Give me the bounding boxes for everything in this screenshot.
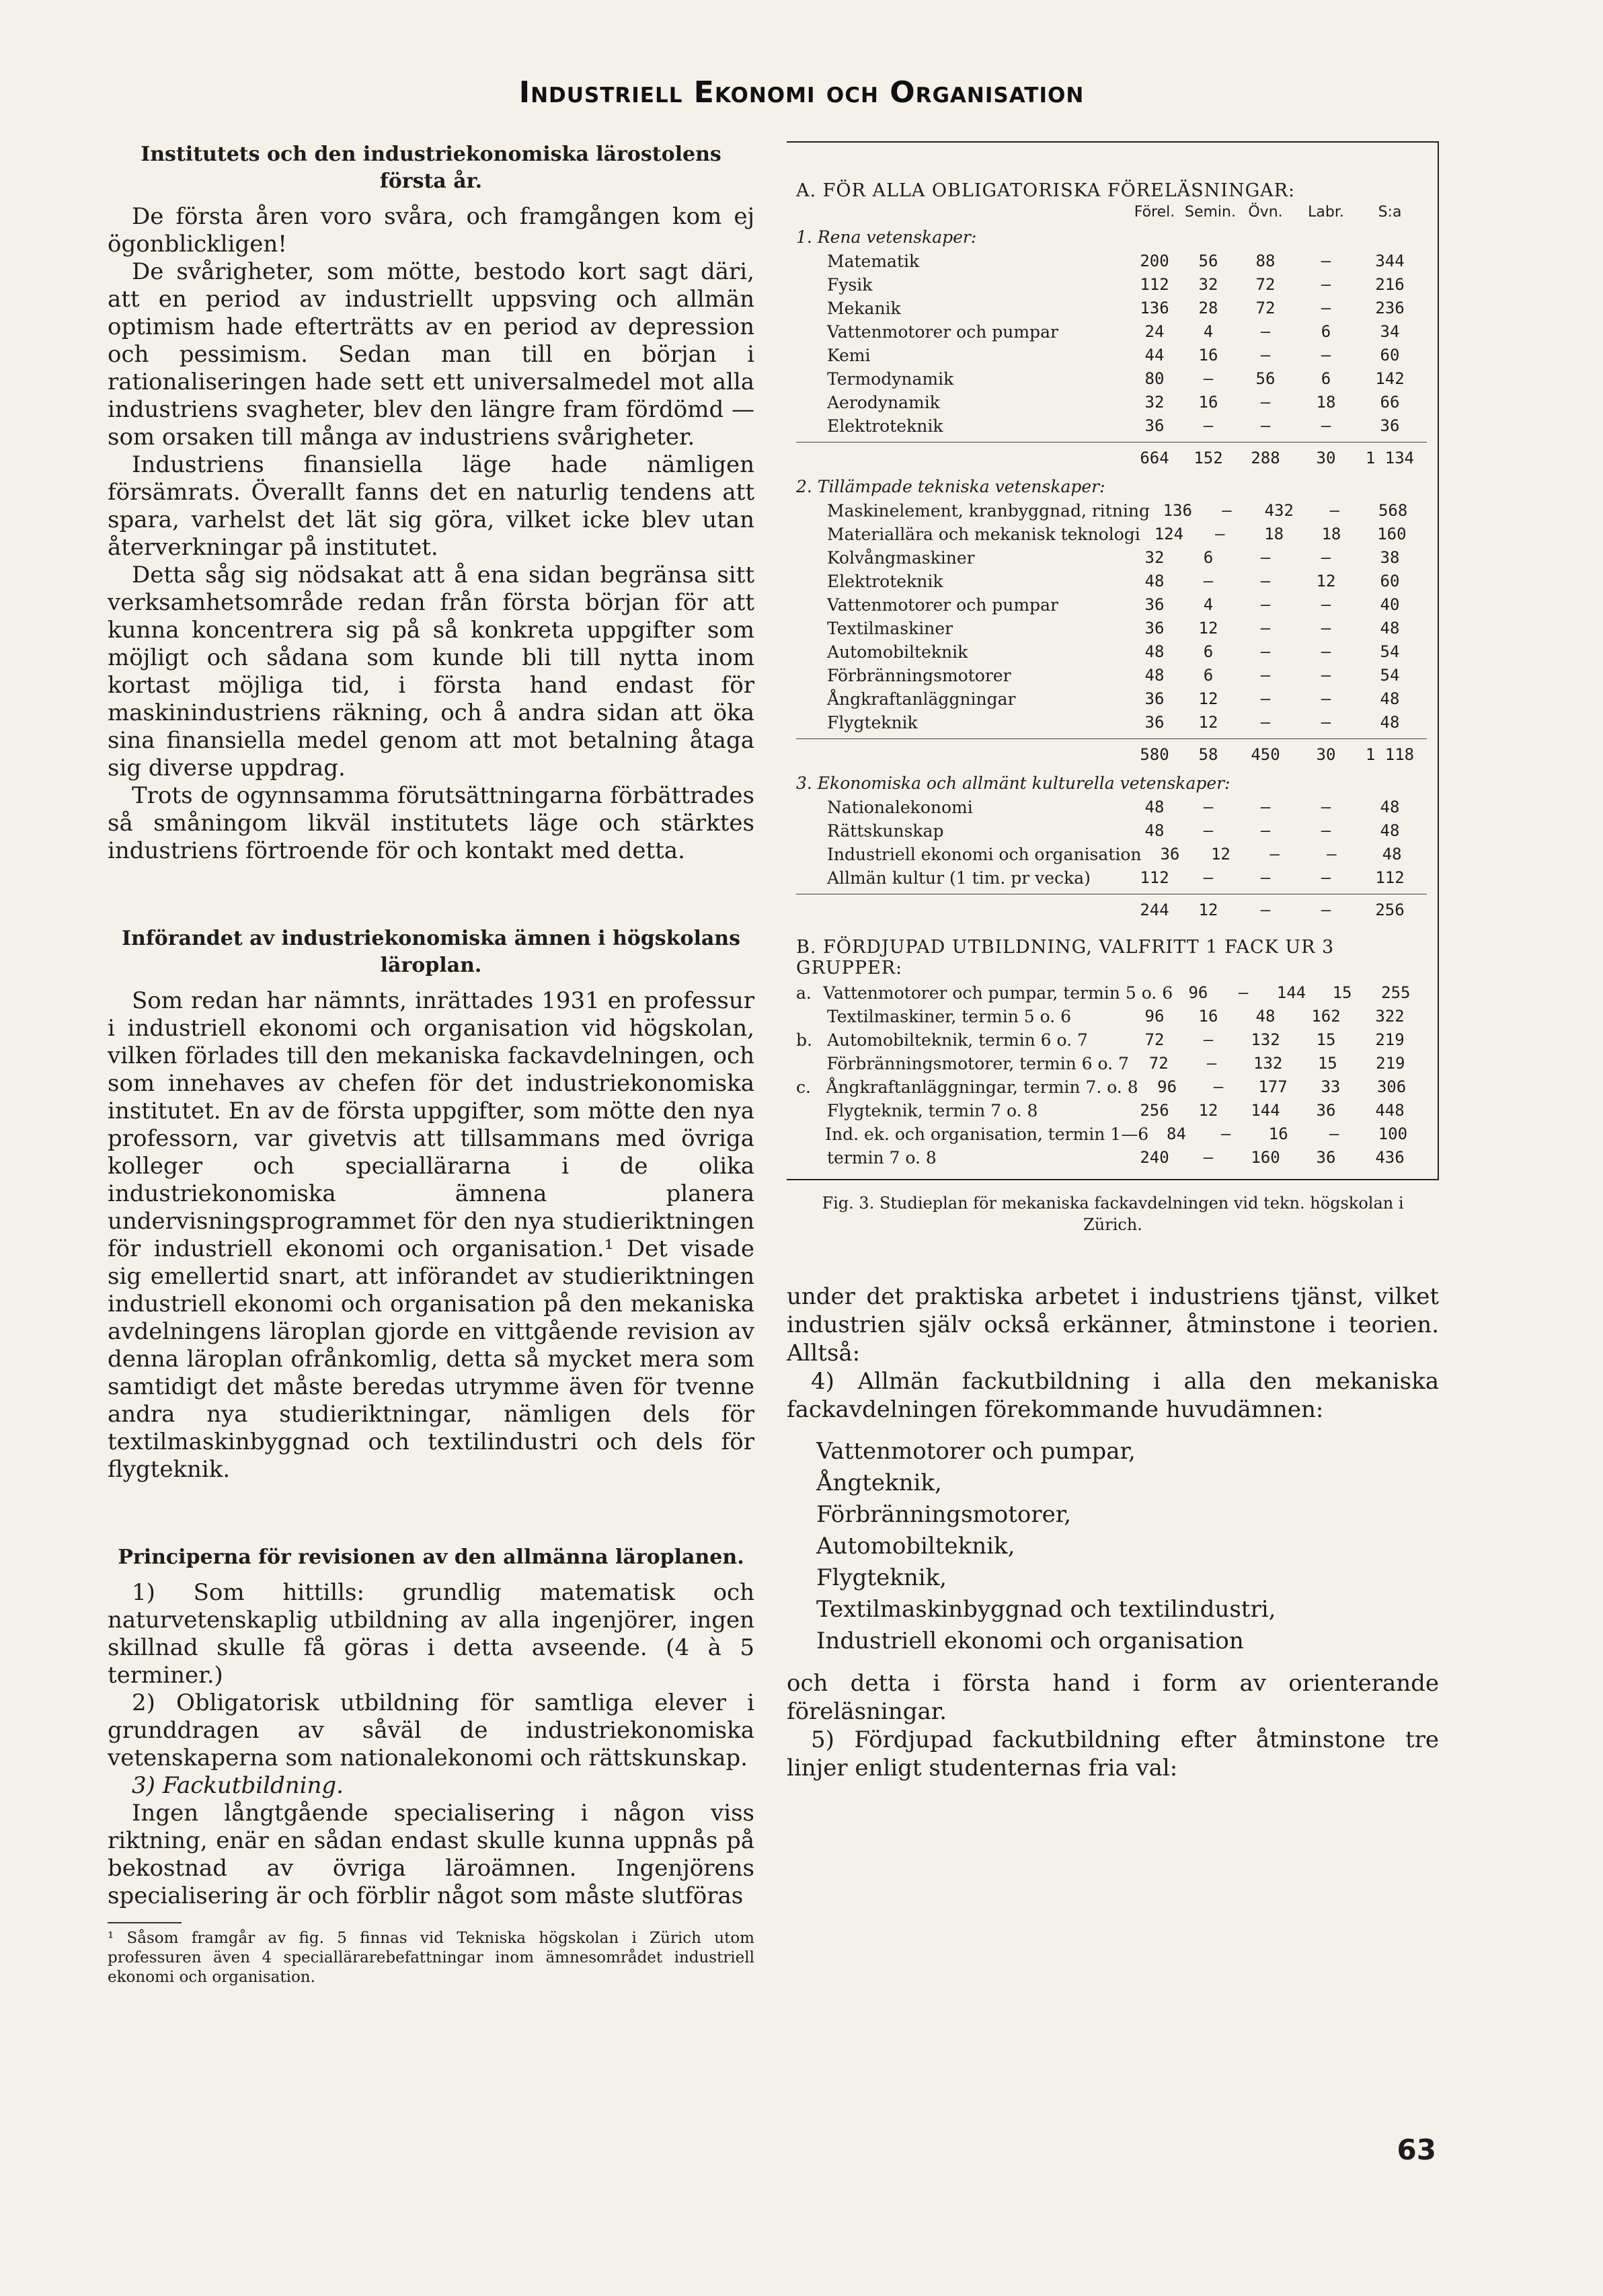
table-row bbox=[796, 414, 1427, 438]
table-cell: 36 bbox=[1380, 416, 1400, 435]
table-cell: 12 bbox=[1198, 713, 1218, 732]
table-cell: 12 bbox=[1198, 1101, 1218, 1120]
table-cell: — bbox=[1321, 666, 1331, 685]
table-cell: 240 bbox=[1140, 1148, 1169, 1167]
table-cell: 24 bbox=[1144, 322, 1165, 341]
table-cell: 450 bbox=[1251, 745, 1280, 764]
table-cell: 48 bbox=[1144, 821, 1165, 840]
page-number: 63 bbox=[1397, 2133, 1436, 2166]
table-cell: 1 134 bbox=[1365, 449, 1415, 467]
right-column bbox=[787, 141, 1439, 1782]
paragraph: Ingen långtgående specialisering i någon viss riktning, enär en sådan endast skulle kunna uppnås på bekostnad av övriga läroämnen. Ingenjörens specialisering är och förblir något som måste slutföras bbox=[108, 1800, 754, 1909]
col-header: Övn. bbox=[1248, 204, 1283, 221]
table-cell: — bbox=[1260, 868, 1271, 887]
table-cell: — bbox=[1260, 416, 1271, 435]
row-label: Materiallära och mekanisk teknologi bbox=[827, 525, 1140, 544]
row-label: Industriell ekonomi och organisation bbox=[827, 845, 1142, 864]
page-title: Industriell Ekonomi och Organisation bbox=[518, 75, 1085, 110]
table-row bbox=[796, 1146, 1427, 1170]
table-row bbox=[796, 866, 1427, 890]
table-cell: — bbox=[1213, 1077, 1224, 1096]
row-label: Vattenmotorer och pumpar, termin 5 o. 6 bbox=[823, 983, 1173, 1003]
table-cell: 6 bbox=[1203, 666, 1214, 685]
table-cell: 48 bbox=[1380, 619, 1400, 638]
table-row bbox=[796, 796, 1427, 819]
table-row bbox=[796, 1075, 1427, 1099]
table-cell: 32 bbox=[1144, 548, 1165, 567]
table-cell: 12 bbox=[1316, 572, 1336, 590]
table-cell: — bbox=[1203, 416, 1214, 435]
footnote: ¹ Såsom framgår av fig. 5 finnas vid Tekniska högskolan i Zürich utom professuren även 4 speciallärarebefattningar inom ämnesområdet industriell ekonomi och organisation. bbox=[108, 1929, 754, 1986]
col-header: Semin. bbox=[1185, 204, 1236, 221]
table-cell: 80 bbox=[1144, 369, 1165, 388]
table-cell: — bbox=[1321, 346, 1331, 365]
row-label: Mekanik bbox=[827, 299, 901, 318]
figure-caption: Fig. 3. Studieplan för mekaniska fackavdelningen vid tekn. högskolan i Zürich. bbox=[822, 1194, 1404, 1234]
table-cell: — bbox=[1321, 548, 1331, 567]
table-cell: 664 bbox=[1140, 449, 1169, 467]
table-b-rows bbox=[796, 981, 1427, 1170]
list-item: Förbränningsmotorer, bbox=[816, 1501, 1072, 1528]
table-row bbox=[796, 1099, 1427, 1122]
list-item: Industriell ekonomi och organisation bbox=[816, 1628, 1244, 1654]
table-cell: 15 bbox=[1316, 1030, 1336, 1049]
table-cell: 177 bbox=[1258, 1077, 1288, 1096]
paragraph: 2) Obligatorisk utbildning för samtliga elever i grunddragen av såväl de industriekonomiska vetenskaperna som nationalekonomi och rättskunskap. bbox=[108, 1689, 754, 1771]
table-cell: 12 bbox=[1198, 901, 1218, 919]
table-cell: — bbox=[1206, 1054, 1217, 1073]
table-cell: 344 bbox=[1375, 252, 1405, 270]
group-letter: b. bbox=[796, 1030, 812, 1050]
table-cell: — bbox=[1327, 845, 1337, 864]
table-cell: 36 bbox=[1316, 1101, 1336, 1120]
row-label: Ind. ek. och organisation, termin 1—6 bbox=[825, 1124, 1149, 1144]
table-row bbox=[796, 250, 1427, 273]
table-row bbox=[796, 391, 1427, 414]
table-cell: 142 bbox=[1375, 369, 1405, 388]
table-cell: 112 bbox=[1375, 868, 1405, 887]
table-cell: 6 bbox=[1203, 642, 1214, 661]
table-cell: 448 bbox=[1375, 1101, 1405, 1120]
table-cell: 96 bbox=[1157, 1077, 1177, 1096]
table-cell: 56 bbox=[1198, 252, 1218, 270]
paragraph: 4) Allmän fackutbildning i alla den mekaniska fackavdelningen förekommande huvudämnen: bbox=[787, 1368, 1439, 1423]
table-cell: 48 bbox=[1144, 572, 1165, 590]
row-label: Automobilteknik, termin 6 o. 7 bbox=[827, 1030, 1088, 1050]
table-cell: — bbox=[1260, 322, 1271, 341]
table-row bbox=[796, 320, 1427, 344]
table-row bbox=[796, 687, 1427, 711]
paragraph: och detta i första hand i form av orienterande föreläsningar. bbox=[787, 1670, 1439, 1725]
table-cell: 124 bbox=[1154, 525, 1184, 543]
table-cell: 32 bbox=[1144, 393, 1165, 412]
table-cell: — bbox=[1329, 1124, 1339, 1143]
table-cell: 4 bbox=[1203, 322, 1214, 341]
row-label: Termodynamik bbox=[827, 369, 954, 389]
table-cell: — bbox=[1203, 572, 1214, 590]
table-cell: 136 bbox=[1163, 501, 1192, 520]
col-header: Förel. bbox=[1134, 204, 1175, 221]
row-label: Elektroteknik bbox=[827, 572, 943, 591]
table-row bbox=[796, 711, 1427, 734]
table-row bbox=[796, 1005, 1427, 1028]
row-label: Nationalekonomi bbox=[827, 798, 973, 817]
table-row bbox=[796, 617, 1427, 640]
table-cell: 72 bbox=[1148, 1054, 1169, 1073]
table-cell: 72 bbox=[1144, 1030, 1165, 1049]
table-cell: 56 bbox=[1255, 369, 1276, 388]
paragraph: 1) Som hittills: grundlig matematisk och naturvetenskaplig utbildning av alla ingenjörer, ingen skillnad skulle få göras i detta avseende. (4 à 5 terminer.) bbox=[108, 1579, 754, 1689]
table-cell: 162 bbox=[1311, 1007, 1341, 1026]
table-cell: — bbox=[1260, 595, 1271, 614]
table-cell: 322 bbox=[1375, 1007, 1405, 1026]
table-cell: 256 bbox=[1140, 1101, 1169, 1120]
table-cell: 36 bbox=[1144, 689, 1165, 708]
table-cell: 18 bbox=[1316, 393, 1336, 412]
table-cell: 244 bbox=[1140, 901, 1169, 919]
table-cell: — bbox=[1260, 821, 1271, 840]
table-cell: 36 bbox=[1144, 713, 1165, 732]
table-cell: 16 bbox=[1198, 1007, 1218, 1026]
table-group-label: 3. Ekonomiska och allmänt kulturella vetenskaper: bbox=[796, 773, 1230, 793]
table-cell: — bbox=[1203, 868, 1214, 887]
table-row bbox=[796, 981, 1427, 1005]
table-row bbox=[796, 843, 1427, 866]
table-cell: 580 bbox=[1140, 745, 1169, 764]
paragraph: 5) Fördjupad fackutbildning efter åtminstone tre linjer enligt studenternas fria val: bbox=[787, 1726, 1439, 1782]
col-header: Labr. bbox=[1308, 204, 1344, 221]
table-cell: — bbox=[1260, 901, 1271, 919]
table-row bbox=[796, 570, 1427, 593]
group-letter: a. bbox=[796, 983, 812, 1003]
table-cell: — bbox=[1321, 821, 1331, 840]
table-cell: — bbox=[1220, 1124, 1231, 1143]
group-letter: c. bbox=[796, 1077, 811, 1097]
table-cell: — bbox=[1321, 275, 1331, 294]
table-cell: 60 bbox=[1380, 346, 1400, 365]
table-cell: 18 bbox=[1321, 525, 1341, 543]
table-cell: 568 bbox=[1378, 501, 1408, 520]
table-row bbox=[796, 1028, 1427, 1052]
table-cell: — bbox=[1260, 619, 1271, 638]
table-cell: — bbox=[1260, 798, 1271, 816]
table-cell: — bbox=[1321, 901, 1331, 919]
table-cell: — bbox=[1203, 1030, 1214, 1049]
table-cell: — bbox=[1321, 619, 1331, 638]
table-cell: — bbox=[1321, 713, 1331, 732]
section-heading-1: Institutets och den industriekonomiska lärostolens första år. bbox=[141, 143, 721, 193]
study-plan-table bbox=[787, 141, 1439, 1180]
table-header bbox=[796, 204, 1427, 221]
table-group-label: 2. Tillämpade tekniska vetenskaper: bbox=[796, 477, 1105, 496]
row-label: Kemi bbox=[827, 346, 871, 365]
paragraph: Detta såg sig nödsakat att å ena sidan begränsa sitt verksamhetsområde redan från första början för att kunna koncentrera sig på så konkreta uppgifter som möjligt och sådana som kunde bli till nytta inom kortast möjliga tid, i första hand endast för maskinindustriens räkning, och å andra sidan att öka sina finansiella medel genom att mot betalning åtaga sig diverse uppdrag. bbox=[108, 562, 754, 781]
table-cell: 160 bbox=[1377, 525, 1407, 543]
row-label: Vattenmotorer och pumpar bbox=[827, 595, 1058, 615]
row-label: Rättskunskap bbox=[827, 821, 944, 841]
table-cell: — bbox=[1203, 798, 1214, 816]
table-cell: — bbox=[1321, 595, 1331, 614]
table-cell: 54 bbox=[1380, 642, 1400, 661]
table-cell: 48 bbox=[1144, 798, 1165, 816]
table-cell: — bbox=[1260, 666, 1271, 685]
list-item: Ångteknik, bbox=[816, 1469, 942, 1496]
table-row bbox=[796, 1052, 1427, 1075]
table-cell: 36 bbox=[1144, 595, 1165, 614]
row-label: Maskinelement, kranbyggnad, ritning bbox=[827, 501, 1150, 521]
table-cell: 432 bbox=[1264, 501, 1294, 520]
list-item: Vattenmotorer och pumpar, bbox=[816, 1438, 1136, 1465]
table-cell: — bbox=[1321, 416, 1331, 435]
table-cell: 96 bbox=[1144, 1007, 1165, 1026]
row-label: termin 7 o. 8 bbox=[827, 1148, 937, 1168]
table-cell: 136 bbox=[1140, 299, 1169, 317]
table-groups bbox=[796, 227, 1427, 922]
table-cell: 16 bbox=[1198, 393, 1218, 412]
table-cell: 88 bbox=[1255, 252, 1276, 270]
row-label: Ångkraftanläggningar, termin 7. o. 8 bbox=[826, 1077, 1138, 1097]
table-cell: 58 bbox=[1198, 745, 1218, 764]
table-cell: 44 bbox=[1144, 346, 1165, 365]
table-cell: 144 bbox=[1276, 983, 1306, 1002]
table-cell: 72 bbox=[1255, 275, 1276, 294]
table-cell: — bbox=[1222, 501, 1232, 520]
row-label: Textilmaskiner, termin 5 o. 6 bbox=[827, 1007, 1072, 1026]
row-label: Allmän kultur (1 tim. pr vecka) bbox=[827, 868, 1091, 888]
table-cell: 6 bbox=[1203, 548, 1214, 567]
table-cell: 36 bbox=[1316, 1148, 1336, 1167]
table-cell: 12 bbox=[1198, 619, 1218, 638]
table-row bbox=[796, 819, 1427, 843]
row-label: Förbränningsmotorer bbox=[827, 666, 1011, 685]
table-cell: 30 bbox=[1316, 745, 1336, 764]
table-cell: 48 bbox=[1380, 798, 1400, 816]
table-cell: 152 bbox=[1194, 449, 1223, 467]
footnote-divider bbox=[108, 1922, 182, 1923]
row-label: Flygteknik bbox=[827, 713, 918, 732]
table-cell: 16 bbox=[1268, 1124, 1288, 1143]
paragraph: Som redan har nämnts, inrättades 1931 en professur i industriell ekonomi och organisation vid högskolan, vilken förlades till den mekaniska fackavdelningen, och som innehaves av chefen för det industriekonomiska institutet. En av de första uppgifter, som mötte den nya professorn, var givetvis att tillsammans med övriga kolleger och speciallärarna i de olika industriekonomiska ämnena planera undervisningsprogrammet för den nya studieriktningen för industriell ekonomi och organisation.¹ Det visade sig emellertid snart, att införandet av studieriktningen industriell ekonomi och organisation på den mekaniska avdelningens läroplan gjorde en vittgående revision av denna läroplan ofrånkomlig, detta så mycket mera som samtidigt det måste beredas utrymme även för tvenne andra nya studieriktningar, nämligen dels för textilmaskinbyggnad och textilindustri och dels för flygteknik. bbox=[108, 987, 754, 1483]
table-cell: — bbox=[1321, 868, 1331, 887]
table-cell: — bbox=[1203, 821, 1214, 840]
table-cell: — bbox=[1329, 501, 1339, 520]
table-row bbox=[796, 367, 1427, 391]
table-cell: 160 bbox=[1251, 1148, 1280, 1167]
table-cell: 66 bbox=[1380, 393, 1400, 412]
row-label: Textilmaskiner bbox=[827, 619, 953, 638]
table-cell: 288 bbox=[1251, 449, 1280, 467]
table-cell: — bbox=[1321, 299, 1331, 317]
table-cell: — bbox=[1260, 393, 1271, 412]
row-label: Kolvångmaskiner bbox=[827, 548, 975, 568]
table-cell: 6 bbox=[1321, 369, 1331, 388]
table-cell: — bbox=[1214, 525, 1225, 543]
paragraph: De första åren voro svåra, och framgången kom ej ögonblickligen! bbox=[108, 203, 754, 258]
table-cell: — bbox=[1260, 689, 1271, 708]
table-cell: — bbox=[1321, 689, 1331, 708]
paragraph: 3) Fackutbildning. bbox=[132, 1772, 344, 1799]
table-cell: — bbox=[1260, 346, 1271, 365]
list-item: Flygteknik, bbox=[816, 1564, 947, 1591]
table-cell: 84 bbox=[1167, 1124, 1186, 1143]
table-cell: 28 bbox=[1198, 299, 1218, 317]
table-sum-row bbox=[796, 894, 1427, 922]
table-cell: 112 bbox=[1140, 868, 1169, 887]
table-cell: — bbox=[1260, 713, 1271, 732]
table-cell: 306 bbox=[1376, 1077, 1407, 1096]
table-cell: 48 bbox=[1380, 821, 1400, 840]
table-row bbox=[796, 593, 1427, 617]
table-cell: — bbox=[1260, 572, 1271, 590]
table-cell: 48 bbox=[1255, 1007, 1276, 1026]
list-item: Automobilteknik, bbox=[816, 1533, 1015, 1560]
table-cell: 219 bbox=[1376, 1054, 1405, 1073]
table-cell: 48 bbox=[1144, 642, 1165, 661]
table-cell: 38 bbox=[1380, 548, 1400, 567]
table-cell: 132 bbox=[1251, 1030, 1280, 1049]
table-cell: 12 bbox=[1198, 689, 1218, 708]
table-cell: — bbox=[1321, 798, 1331, 816]
table-row bbox=[796, 273, 1427, 297]
table-cell: 36 bbox=[1144, 619, 1165, 638]
table-row bbox=[796, 1122, 1427, 1146]
table-cell: — bbox=[1321, 642, 1331, 661]
table-cell: — bbox=[1260, 548, 1271, 567]
row-label: Aerodynamik bbox=[827, 393, 940, 412]
table-section-b-title: B. FÖRDJUPAD UTBILDNING, VALFRITT 1 FACK UR 3 GRUPPER: bbox=[796, 937, 1335, 979]
table-cell: 15 bbox=[1332, 983, 1352, 1002]
table-cell: — bbox=[1238, 983, 1249, 1002]
list-item: Textilmaskinbyggnad och textilindustri, bbox=[816, 1596, 1276, 1623]
table-row bbox=[796, 640, 1427, 664]
table-cell: 60 bbox=[1380, 572, 1400, 590]
row-label: Vattenmotorer och pumpar bbox=[827, 322, 1058, 342]
table-cell: — bbox=[1269, 845, 1280, 864]
table-cell: 18 bbox=[1264, 525, 1284, 543]
table-cell: 32 bbox=[1198, 275, 1218, 294]
table-cell: 72 bbox=[1255, 299, 1276, 317]
section-heading-3: Principerna för revisionen av den allmänna läroplanen. bbox=[118, 1545, 744, 1569]
row-label: Matematik bbox=[827, 252, 920, 271]
table-cell: 144 bbox=[1251, 1101, 1280, 1120]
table-cell: 100 bbox=[1378, 1124, 1408, 1143]
row-label: Förbränningsmotorer, termin 6 o. 7 bbox=[826, 1054, 1129, 1073]
col-header: S:a bbox=[1378, 204, 1402, 221]
table-cell: 255 bbox=[1381, 983, 1411, 1002]
table-cell: 30 bbox=[1316, 449, 1336, 467]
subject-list bbox=[816, 1436, 1439, 1657]
row-label: Ångkraftanläggningar bbox=[827, 689, 1016, 709]
paragraph: De svårigheter, som mötte, bestodo kort sagt däri, att en period av industriellt uppsving och allmän optimism hade efterträtts av en period av depression och pessimism. Sedan man till en början i rationaliseringen hade sett ett universalmedel mot alla industriens svagheter, blev den längre fram fördömd — som orsaken till många av industriens svårigheter. bbox=[108, 258, 754, 451]
table-cell: 436 bbox=[1375, 1148, 1405, 1167]
table-cell: — bbox=[1260, 642, 1271, 661]
section-heading-2: Införandet av industriekonomiska ämnen i högskolans läroplan. bbox=[121, 927, 741, 977]
table-cell: 216 bbox=[1375, 275, 1405, 294]
table-cell: — bbox=[1203, 1148, 1214, 1167]
table-cell: 200 bbox=[1140, 252, 1169, 270]
table-cell: 12 bbox=[1210, 845, 1230, 864]
paragraph: under det praktiska arbetet i industriens tjänst, vilket industrien själv också erkänner, åtminstone i teorien. Alltså: bbox=[787, 1283, 1439, 1367]
table-row bbox=[796, 546, 1427, 570]
table-cell: 236 bbox=[1375, 299, 1405, 317]
table-row bbox=[796, 297, 1427, 320]
table-cell: — bbox=[1321, 252, 1331, 270]
table-cell: — bbox=[1203, 369, 1214, 388]
table-cell: 36 bbox=[1160, 845, 1180, 864]
table-cell: 54 bbox=[1380, 666, 1400, 685]
table-sum-row bbox=[796, 738, 1427, 767]
table-group-label: 1. Rena vetenskaper: bbox=[796, 227, 977, 247]
row-label: Automobilteknik bbox=[827, 642, 968, 662]
paragraph: Trots de ogynnsamma förutsättningarna förbättrades så småningom likväl institutets läge och stärktes industriens förtroende för och kontakt med detta. bbox=[108, 782, 754, 864]
table-cell: 48 bbox=[1382, 845, 1402, 864]
paragraph: Industriens finansiella läge hade nämligen försämrats. Överallt fanns det en naturlig tendens att spara, varhelst det lät sig göra, vilket icke blev utan återverkningar på institutet. bbox=[108, 451, 754, 561]
table-cell: 256 bbox=[1375, 901, 1405, 919]
left-column bbox=[108, 141, 754, 2233]
table-cell: 40 bbox=[1380, 595, 1400, 614]
table-sum-row bbox=[796, 442, 1427, 470]
table-row bbox=[796, 664, 1427, 687]
row-label: Elektroteknik bbox=[827, 416, 943, 436]
table-cell: 132 bbox=[1253, 1054, 1283, 1073]
table-cell: 4 bbox=[1203, 595, 1214, 614]
table-cell: 112 bbox=[1140, 275, 1169, 294]
table-cell: 48 bbox=[1380, 689, 1400, 708]
table-cell: 15 bbox=[1317, 1054, 1337, 1073]
table-cell: 1 118 bbox=[1365, 745, 1415, 764]
table-cell: 34 bbox=[1380, 322, 1400, 341]
table-section-a-title: A. FÖR ALLA OBLIGATORISKA FÖRELÄSNINGAR: bbox=[796, 180, 1296, 201]
table-row bbox=[796, 344, 1427, 367]
table-cell: 48 bbox=[1380, 713, 1400, 732]
table-row bbox=[796, 523, 1427, 546]
table-cell: 96 bbox=[1188, 983, 1208, 1002]
table-cell: 219 bbox=[1375, 1030, 1405, 1049]
table-cell: 48 bbox=[1144, 666, 1165, 685]
table-row bbox=[796, 499, 1427, 523]
row-label: Fysik bbox=[827, 275, 873, 295]
row-label: Flygteknik, termin 7 o. 8 bbox=[827, 1101, 1038, 1120]
table-cell: 6 bbox=[1321, 322, 1331, 341]
table-cell: 16 bbox=[1198, 346, 1218, 365]
table-cell: 36 bbox=[1144, 416, 1165, 435]
table-cell: 33 bbox=[1321, 1077, 1341, 1096]
